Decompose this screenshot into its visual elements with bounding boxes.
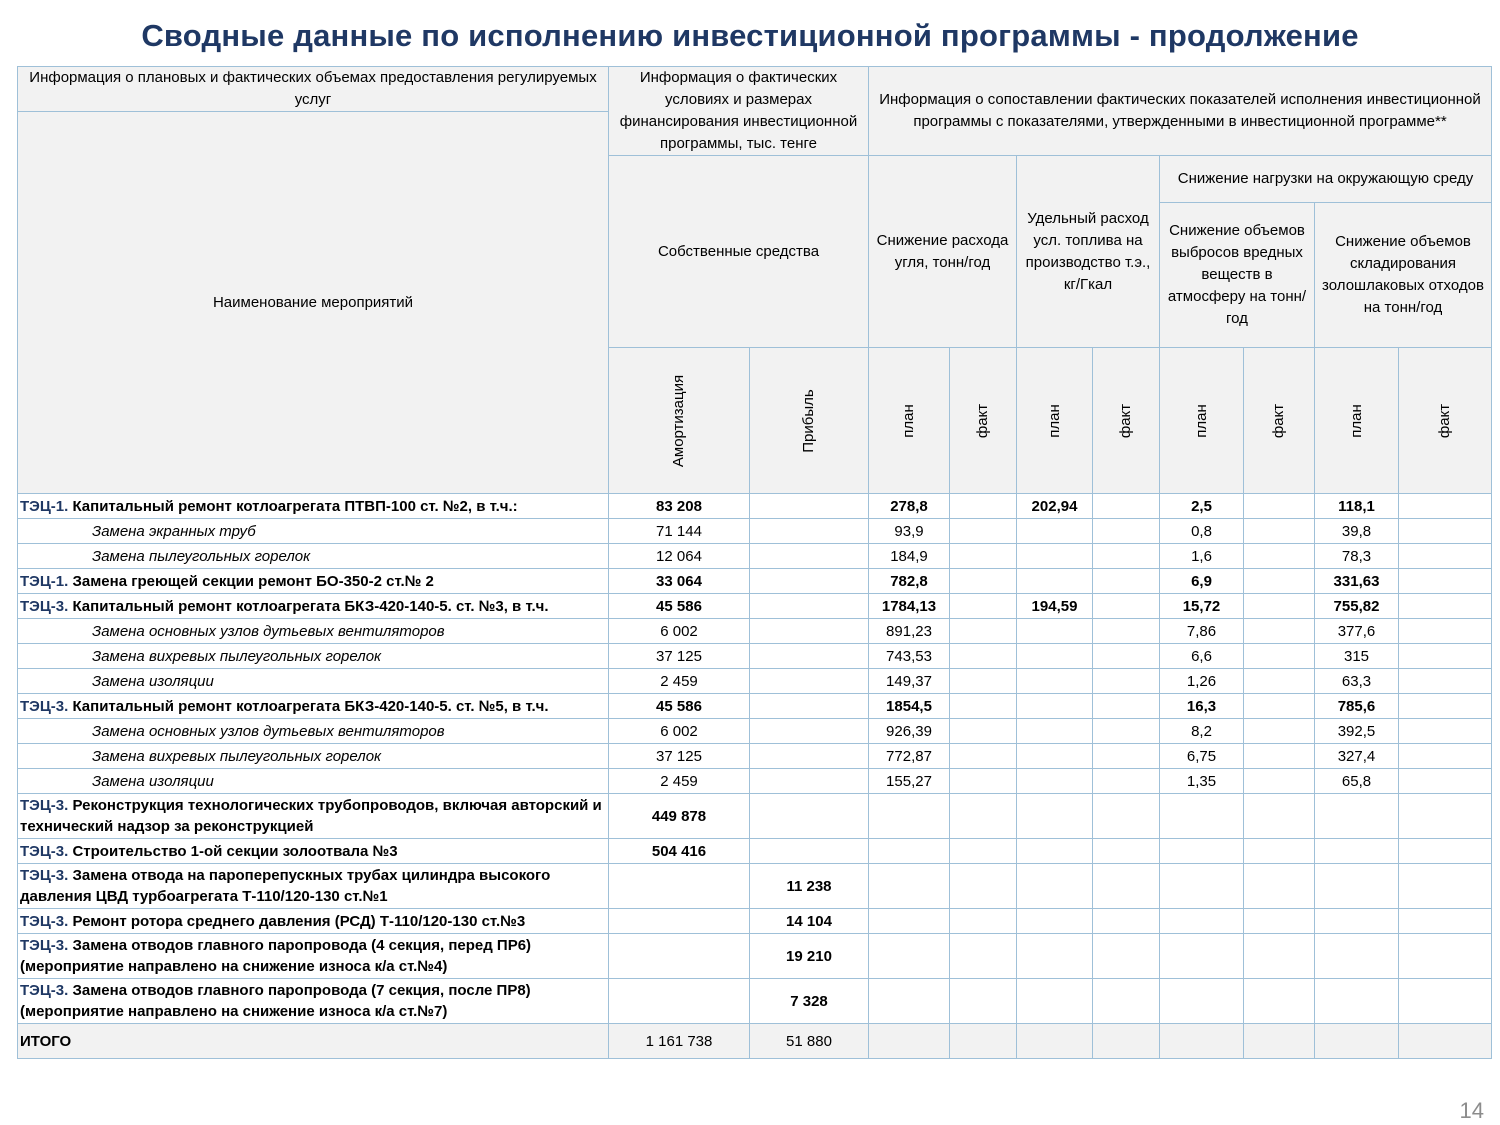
cell-fuel-plan xyxy=(1017,979,1093,1024)
cell-ash-fact xyxy=(1399,864,1492,909)
total-empty-cell xyxy=(1244,1024,1315,1059)
cell-amort: 12 064 xyxy=(609,544,750,569)
total-empty-cell xyxy=(950,1024,1017,1059)
total-empty-cell xyxy=(1399,1024,1492,1059)
cell-ash-plan: 63,3 xyxy=(1315,669,1399,694)
cell-em-plan xyxy=(1160,794,1244,839)
plant-label: ТЭЦ-3. xyxy=(20,867,69,884)
cell-em-fact xyxy=(1244,744,1315,769)
cell-coal-fact xyxy=(950,979,1017,1024)
cell-em-plan: 6,75 xyxy=(1160,744,1244,769)
cell-em-fact xyxy=(1244,769,1315,794)
table-row xyxy=(18,644,1492,669)
measure-name: ТЭЦ-3. Строительство 1-ой секции золоотвала №3 xyxy=(18,839,609,864)
table-row xyxy=(18,569,1492,594)
cell-coal-plan xyxy=(869,839,950,864)
cell-em-fact xyxy=(1244,569,1315,594)
cell-ash-plan: 39,8 xyxy=(1315,519,1399,544)
table-row xyxy=(18,719,1492,744)
cell-amort xyxy=(609,979,750,1024)
cell-em-plan: 6,6 xyxy=(1160,644,1244,669)
table-row xyxy=(18,909,1492,934)
cell-ash-plan: 315 xyxy=(1315,644,1399,669)
cell-coal-fact xyxy=(950,909,1017,934)
sub-measure-name: Замена вихревых пылеугольных горелок xyxy=(18,644,609,669)
cell-ash-fact xyxy=(1399,694,1492,719)
total-row xyxy=(18,1024,1492,1059)
cell-coal-plan xyxy=(869,934,950,979)
cell-coal-fact xyxy=(950,494,1017,519)
page-title: Сводные данные по исполнению инвестиционной программы - продолжение xyxy=(141,18,1359,53)
cell-coal-plan: 149,37 xyxy=(869,669,950,694)
plant-label: ТЭЦ-3. xyxy=(20,697,69,715)
cell-em-fact xyxy=(1244,644,1315,669)
cell-amort: 2 459 xyxy=(609,769,750,794)
cell-profit xyxy=(750,794,869,839)
cell-amort: 2 459 xyxy=(609,669,750,694)
cell-fuel-plan xyxy=(1017,769,1093,794)
header-measure-name: Наименование мероприятий xyxy=(18,112,609,494)
cell-profit xyxy=(750,839,869,864)
header-ash-plan: план xyxy=(1315,348,1399,494)
total-empty-cell xyxy=(869,1024,950,1059)
table-row xyxy=(18,619,1492,644)
header-info-comparison: Информация о сопоставлении фактических показателей исполнения инвестиционной программы с показателями, утвержденными в инвестиционной программе** xyxy=(869,67,1492,156)
header-emissions: Снижение объемов выбросов вредных веществ в атмосферу на тонн/год xyxy=(1160,203,1315,348)
cell-coal-fact xyxy=(950,934,1017,979)
cell-em-fact xyxy=(1244,864,1315,909)
cell-em-fact xyxy=(1244,839,1315,864)
cell-amort: 504 416 xyxy=(609,839,750,864)
sub-measure-name: Замена основных узлов дутьевых вентиляторов xyxy=(18,719,609,744)
cell-ash-plan: 78,3 xyxy=(1315,544,1399,569)
measure-name: ТЭЦ-3. Замена отводов главного паропровода (4 секция, перед ПР6) (мероприятие направлено на снижение износа к/а ст.№4) xyxy=(18,934,609,979)
cell-em-plan xyxy=(1160,934,1244,979)
cell-ash-fact xyxy=(1399,979,1492,1024)
cell-profit xyxy=(750,569,869,594)
cell-ash-plan: 755,82 xyxy=(1315,594,1399,619)
total-empty-cell xyxy=(1017,1024,1093,1059)
cell-profit xyxy=(750,669,869,694)
table-row xyxy=(18,769,1492,794)
header-amortization: Амортизация xyxy=(609,348,750,494)
sub-measure-name: Замена изоляции xyxy=(18,769,609,794)
cell-coal-plan: 1784,13 xyxy=(869,594,950,619)
cell-ash-plan: 377,6 xyxy=(1315,619,1399,644)
cell-fuel-fact xyxy=(1093,979,1160,1024)
cell-fuel-fact xyxy=(1093,694,1160,719)
cell-fuel-fact xyxy=(1093,719,1160,744)
table-row xyxy=(18,864,1492,909)
cell-ash-plan: 118,1 xyxy=(1315,494,1399,519)
measure-name: ТЭЦ-3. Замена отводов главного паропровода (7 секция, после ПР8) (мероприятие направлено на снижение износа к/а ст.№7) xyxy=(18,979,609,1024)
cell-coal-plan xyxy=(869,794,950,839)
cell-ash-fact xyxy=(1399,909,1492,934)
cell-em-fact xyxy=(1244,979,1315,1024)
cell-em-plan: 1,26 xyxy=(1160,669,1244,694)
cell-ash-fact xyxy=(1399,769,1492,794)
page-number: 14 xyxy=(1459,1098,1484,1123)
cell-fuel-plan xyxy=(1017,569,1093,594)
cell-fuel-fact xyxy=(1093,494,1160,519)
cell-coal-plan: 772,87 xyxy=(869,744,950,769)
cell-fuel-plan xyxy=(1017,864,1093,909)
plant-label: ТЭЦ-1. xyxy=(20,497,69,515)
sub-measure-name: Замена изоляции xyxy=(18,669,609,694)
cell-em-fact xyxy=(1244,794,1315,839)
cell-em-fact xyxy=(1244,594,1315,619)
cell-profit: 14 104 xyxy=(750,909,869,934)
cell-em-fact xyxy=(1244,669,1315,694)
cell-em-plan: 7,86 xyxy=(1160,619,1244,644)
plant-label: ТЭЦ-1. xyxy=(20,572,69,590)
cell-profit xyxy=(750,619,869,644)
table-row xyxy=(18,839,1492,864)
cell-amort: 6 002 xyxy=(609,619,750,644)
cell-fuel-fact xyxy=(1093,544,1160,569)
cell-em-plan: 16,3 xyxy=(1160,694,1244,719)
cell-amort: 83 208 xyxy=(609,494,750,519)
header-ash-fact: факт xyxy=(1399,348,1492,494)
cell-em-plan: 15,72 xyxy=(1160,594,1244,619)
header-info-volumes: Информация о плановых и фактических объемах предоставления регулируемых услуг xyxy=(18,67,609,112)
cell-coal-plan xyxy=(869,909,950,934)
total-empty-cell xyxy=(1093,1024,1160,1059)
cell-em-fact xyxy=(1244,909,1315,934)
cell-coal-fact xyxy=(950,694,1017,719)
cell-fuel-fact xyxy=(1093,569,1160,594)
cell-fuel-plan xyxy=(1017,934,1093,979)
cell-coal-plan: 155,27 xyxy=(869,769,950,794)
cell-em-plan xyxy=(1160,979,1244,1024)
cell-coal-fact xyxy=(950,619,1017,644)
total-empty-cell xyxy=(1160,1024,1244,1059)
cell-coal-fact xyxy=(950,794,1017,839)
sub-measure-name: Замена пылеугольных горелок xyxy=(18,544,609,569)
cell-fuel-plan: 194,59 xyxy=(1017,594,1093,619)
cell-amort: 37 125 xyxy=(609,744,750,769)
cell-fuel-plan xyxy=(1017,544,1093,569)
table-row xyxy=(18,694,1492,719)
cell-coal-plan: 1854,5 xyxy=(869,694,950,719)
header-fuel-plan: план xyxy=(1017,348,1093,494)
cell-profit: 19 210 xyxy=(750,934,869,979)
cell-coal-fact xyxy=(950,669,1017,694)
cell-amort: 37 125 xyxy=(609,644,750,669)
table-row xyxy=(18,494,1492,519)
measure-name: ТЭЦ-3. Замена отвода на пароперепускных трубах цилиндра высокого давления ЦВД турбоагрегата Т-110/120-130 ст.№1 xyxy=(18,864,609,909)
cell-em-fact xyxy=(1244,544,1315,569)
plant-label: ТЭЦ-3. xyxy=(20,937,69,954)
plant-label: ТЭЦ-3. xyxy=(20,912,69,930)
cell-ash-plan xyxy=(1315,794,1399,839)
cell-fuel-plan xyxy=(1017,909,1093,934)
cell-profit: 7 328 xyxy=(750,979,869,1024)
cell-ash-plan: 327,4 xyxy=(1315,744,1399,769)
cell-profit xyxy=(750,594,869,619)
table-row xyxy=(18,979,1492,1024)
cell-fuel-plan: 202,94 xyxy=(1017,494,1093,519)
table-row xyxy=(18,794,1492,839)
cell-ash-fact xyxy=(1399,494,1492,519)
cell-em-plan: 2,5 xyxy=(1160,494,1244,519)
cell-amort xyxy=(609,934,750,979)
cell-coal-fact xyxy=(950,569,1017,594)
cell-ash-plan: 331,63 xyxy=(1315,569,1399,594)
cell-fuel-fact xyxy=(1093,619,1160,644)
cell-fuel-fact xyxy=(1093,669,1160,694)
cell-ash-fact xyxy=(1399,544,1492,569)
cell-fuel-fact xyxy=(1093,644,1160,669)
measure-name: ТЭЦ-3. Реконструкция технологических трубопроводов, включая авторский и технический надзор за реконструкцией xyxy=(18,794,609,839)
cell-ash-fact xyxy=(1399,719,1492,744)
header-emissions-fact: факт xyxy=(1244,348,1315,494)
cell-em-fact xyxy=(1244,619,1315,644)
sub-measure-name: Замена основных узлов дутьевых вентиляторов xyxy=(18,619,609,644)
table-row xyxy=(18,519,1492,544)
cell-fuel-fact xyxy=(1093,594,1160,619)
cell-fuel-plan xyxy=(1017,839,1093,864)
cell-coal-fact xyxy=(950,839,1017,864)
header-info-financing: Информация о фактических условиях и размерах финансирования инвестиционной программы, тыс. тенге xyxy=(609,67,869,156)
cell-fuel-plan xyxy=(1017,519,1093,544)
cell-fuel-plan xyxy=(1017,719,1093,744)
plant-label: ТЭЦ-3. xyxy=(20,982,69,999)
header-ash-storage: Снижение объемов складирования золошлаковых отходов на тонн/год xyxy=(1315,203,1492,348)
cell-profit xyxy=(750,494,869,519)
cell-em-fact xyxy=(1244,519,1315,544)
cell-ash-plan xyxy=(1315,864,1399,909)
cell-coal-fact xyxy=(950,864,1017,909)
cell-profit xyxy=(750,519,869,544)
cell-ash-plan: 65,8 xyxy=(1315,769,1399,794)
cell-amort: 449 878 xyxy=(609,794,750,839)
total-label: ИТОГО xyxy=(18,1024,609,1059)
table-row xyxy=(18,669,1492,694)
total-profit: 51 880 xyxy=(750,1024,869,1059)
cell-coal-plan: 926,39 xyxy=(869,719,950,744)
cell-em-plan: 0,8 xyxy=(1160,519,1244,544)
header-emissions-plan: план xyxy=(1160,348,1244,494)
cell-amort: 6 002 xyxy=(609,719,750,744)
table-row xyxy=(18,744,1492,769)
investment-table xyxy=(17,66,1492,1059)
cell-coal-plan: 743,53 xyxy=(869,644,950,669)
header-env-load: Снижение нагрузки на окружающую среду xyxy=(1160,156,1492,203)
cell-ash-fact xyxy=(1399,519,1492,544)
cell-fuel-fact xyxy=(1093,934,1160,979)
cell-em-fact xyxy=(1244,694,1315,719)
cell-fuel-fact xyxy=(1093,769,1160,794)
cell-profit xyxy=(750,719,869,744)
cell-ash-plan xyxy=(1315,909,1399,934)
cell-profit xyxy=(750,744,869,769)
cell-em-plan xyxy=(1160,864,1244,909)
cell-profit xyxy=(750,694,869,719)
cell-ash-fact xyxy=(1399,569,1492,594)
cell-em-plan: 6,9 xyxy=(1160,569,1244,594)
cell-coal-plan: 782,8 xyxy=(869,569,950,594)
plant-label: ТЭЦ-3. xyxy=(20,597,69,615)
table-row xyxy=(18,594,1492,619)
cell-coal-fact xyxy=(950,519,1017,544)
cell-amort: 45 586 xyxy=(609,594,750,619)
cell-fuel-fact xyxy=(1093,909,1160,934)
cell-fuel-fact xyxy=(1093,519,1160,544)
cell-coal-plan xyxy=(869,864,950,909)
cell-ash-fact xyxy=(1399,644,1492,669)
cell-fuel-fact xyxy=(1093,744,1160,769)
cell-fuel-fact xyxy=(1093,794,1160,839)
cell-ash-fact xyxy=(1399,839,1492,864)
measure-name: ТЭЦ-3. Капитальный ремонт котлоагрегата БКЗ-420-140-5. ст. №5, в т.ч. xyxy=(18,694,609,719)
cell-coal-plan: 93,9 xyxy=(869,519,950,544)
measure-name: ТЭЦ-1. Замена греющей секции ремонт БО-350-2 ст.№ 2 xyxy=(18,569,609,594)
plant-label: ТЭЦ-3. xyxy=(20,842,69,860)
cell-ash-plan xyxy=(1315,979,1399,1024)
cell-ash-fact xyxy=(1399,619,1492,644)
cell-amort xyxy=(609,909,750,934)
cell-ash-plan xyxy=(1315,839,1399,864)
table-row xyxy=(18,934,1492,979)
cell-profit xyxy=(750,544,869,569)
cell-coal-plan: 278,8 xyxy=(869,494,950,519)
cell-coal-fact xyxy=(950,544,1017,569)
cell-amort: 33 064 xyxy=(609,569,750,594)
cell-ash-fact xyxy=(1399,669,1492,694)
cell-coal-fact xyxy=(950,769,1017,794)
cell-coal-plan: 184,9 xyxy=(869,544,950,569)
total-amort: 1 161 738 xyxy=(609,1024,750,1059)
total-empty-cell xyxy=(1315,1024,1399,1059)
cell-coal-fact xyxy=(950,719,1017,744)
cell-fuel-plan xyxy=(1017,694,1093,719)
cell-amort: 71 144 xyxy=(609,519,750,544)
cell-coal-plan: 891,23 xyxy=(869,619,950,644)
cell-ash-plan xyxy=(1315,934,1399,979)
header-profit: Прибыль xyxy=(750,348,869,494)
header-specific-fuel: Удельный расход усл. топлива на производство т.э., кг/Гкал xyxy=(1017,156,1160,348)
cell-fuel-plan xyxy=(1017,794,1093,839)
sub-measure-name: Замена вихревых пылеугольных горелок xyxy=(18,744,609,769)
cell-em-fact xyxy=(1244,934,1315,979)
cell-fuel-fact xyxy=(1093,864,1160,909)
cell-profit xyxy=(750,644,869,669)
cell-em-plan: 8,2 xyxy=(1160,719,1244,744)
cell-ash-fact xyxy=(1399,594,1492,619)
measure-name: ТЭЦ-1. Капитальный ремонт котлоагрегата ПТВП-100 ст. №2, в т.ч.: xyxy=(18,494,609,519)
cell-amort xyxy=(609,864,750,909)
cell-ash-fact xyxy=(1399,934,1492,979)
header-coal-reduction: Снижение расхода угля, тонн/год xyxy=(869,156,1017,348)
cell-fuel-plan xyxy=(1017,619,1093,644)
cell-coal-fact xyxy=(950,744,1017,769)
cell-fuel-plan xyxy=(1017,744,1093,769)
cell-coal-fact xyxy=(950,644,1017,669)
plant-label: ТЭЦ-3. xyxy=(20,797,69,814)
header-coal-plan: план xyxy=(869,348,950,494)
cell-em-plan xyxy=(1160,909,1244,934)
cell-ash-fact xyxy=(1399,744,1492,769)
cell-profit xyxy=(750,769,869,794)
cell-ash-plan: 785,6 xyxy=(1315,694,1399,719)
header-own-funds: Собственные средства xyxy=(609,156,869,348)
cell-em-plan xyxy=(1160,839,1244,864)
cell-em-plan: 1,6 xyxy=(1160,544,1244,569)
header-coal-fact: факт xyxy=(950,348,1017,494)
cell-coal-plan xyxy=(869,979,950,1024)
header-fuel-fact: факт xyxy=(1093,348,1160,494)
cell-profit: 11 238 xyxy=(750,864,869,909)
cell-ash-plan: 392,5 xyxy=(1315,719,1399,744)
sub-measure-name: Замена экранных труб xyxy=(18,519,609,544)
cell-fuel-plan xyxy=(1017,644,1093,669)
cell-em-fact xyxy=(1244,719,1315,744)
cell-em-plan: 1,35 xyxy=(1160,769,1244,794)
cell-em-fact xyxy=(1244,494,1315,519)
table-row xyxy=(18,544,1492,569)
cell-coal-fact xyxy=(950,594,1017,619)
cell-ash-fact xyxy=(1399,794,1492,839)
cell-amort: 45 586 xyxy=(609,694,750,719)
measure-name: ТЭЦ-3. Капитальный ремонт котлоагрегата БКЗ-420-140-5. ст. №3, в т.ч. xyxy=(18,594,609,619)
measure-name: ТЭЦ-3. Ремонт ротора среднего давления (РСД) Т-110/120-130 ст.№3 xyxy=(18,909,609,934)
cell-fuel-fact xyxy=(1093,839,1160,864)
cell-fuel-plan xyxy=(1017,669,1093,694)
